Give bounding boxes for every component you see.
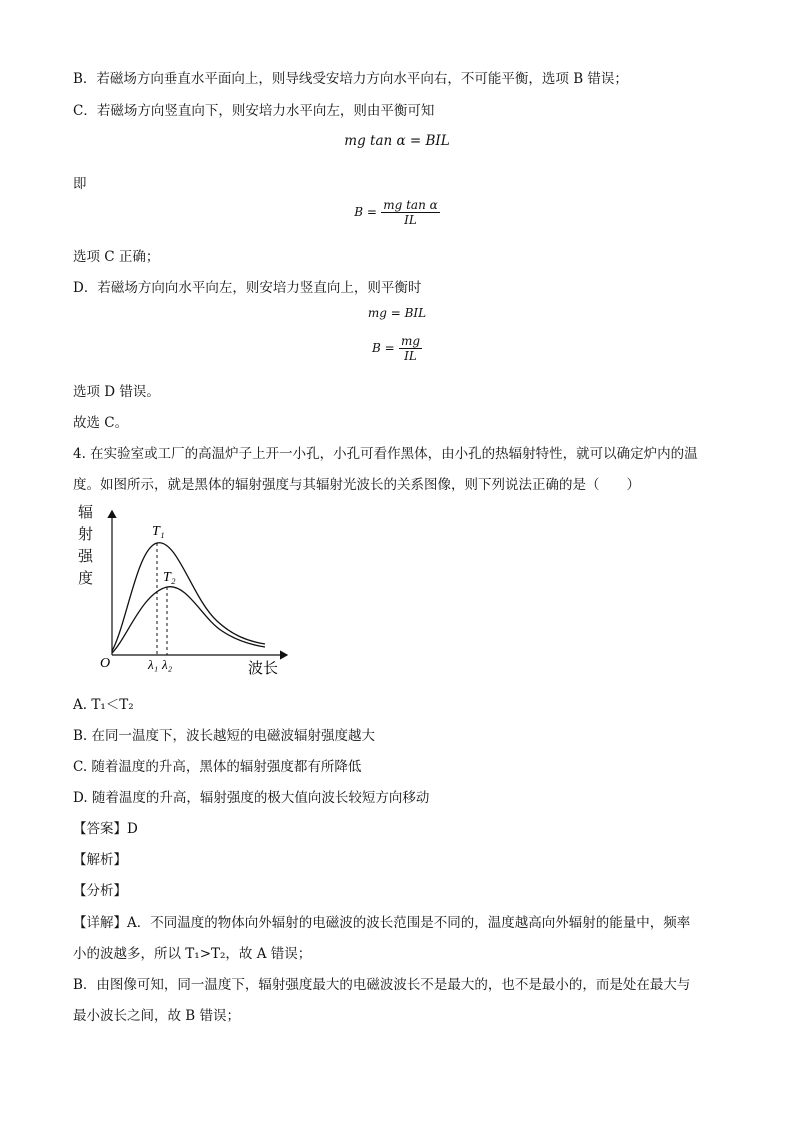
y-axis-label-1: 辐 xyxy=(78,503,94,521)
y-axis-label-3: 强 xyxy=(78,547,94,565)
question-4-line-1: 4. 在实验室或工厂的高温炉子上开一小孔，小孔可看作黑体，由小孔的热辐射特性，就可以确定炉内的温 xyxy=(73,446,698,462)
lambda2-label: λ₂ xyxy=(162,657,173,672)
text-line-d: D．若磁场方向向水平向左，则安培力竖直向上，则平衡时 xyxy=(73,280,422,296)
answer: 【答案】D xyxy=(73,821,138,837)
curve-t1-label: T₁ xyxy=(152,524,165,539)
graph-svg xyxy=(82,503,292,678)
option-b: B. 在同一温度下，波长越短的电磁波辐射强度越大 xyxy=(73,728,376,744)
eq2-lhs: B = xyxy=(354,205,377,219)
option-a: A. T₁＜T₂ xyxy=(73,697,134,713)
x-axis-label: 波长 xyxy=(248,659,279,677)
curve-t2-label: T₂ xyxy=(163,570,176,585)
eq4-denominator: IL xyxy=(404,349,417,363)
eq4-fraction xyxy=(399,334,422,363)
y-axis-label-4: 度 xyxy=(78,569,94,587)
text-line-c: C．若磁场方向竖直向下，则安培力水平向左，则由平衡可知 xyxy=(73,103,435,119)
text-ji: 即 xyxy=(73,176,87,192)
origin-label: O xyxy=(100,656,111,671)
blackbody-radiation-graph xyxy=(78,503,292,678)
equation-2 xyxy=(0,198,794,227)
eq4-lhs: B = xyxy=(371,341,395,355)
equation-1: mg tan α = BIL xyxy=(344,133,450,149)
eq2-numerator: mg tan α xyxy=(383,198,438,212)
lambda1-label: λ₁ xyxy=(148,657,159,672)
text-choose-c: 故选 C。 xyxy=(73,415,129,431)
question-4-line-2: 度。如图所示，就是黑体的辐射强度与其辐射光波长的关系图像，则下列说法正确的是（ ） xyxy=(73,477,640,493)
text-line-b: B．若磁场方向垂直水平面向上，则导线受安培力方向水平向右，不可能平衡，选项 B 错误； xyxy=(73,71,628,87)
detail-line-3: B．由图像可知，同一温度下，辐射强度最大的电磁波波长不是最大的，也不是最小的，而是处在最大与 xyxy=(73,977,691,993)
eq2-denominator: IL xyxy=(404,213,417,227)
eq2-fraction xyxy=(381,198,440,227)
equation-3: mg = BIL xyxy=(367,306,427,320)
text-option-d-wrong: 选项 D 错误。 xyxy=(73,384,160,400)
curve-t2 xyxy=(112,587,265,653)
text-option-c-correct: 选项 C 正确； xyxy=(73,249,160,265)
detail-line-1: 【详解】A．不同温度的物体向外辐射的电磁波的波长范围是不同的，温度越高向外辐射的能量中，频率 xyxy=(73,915,691,931)
option-d: D. 随着温度的升高，辐射强度的极大值向波长较短方向移动 xyxy=(73,790,430,806)
analysis-heading: 【解析】 xyxy=(73,852,127,868)
detail-line-2: 小的波越多，所以 T₁>T₂，故 A 错误； xyxy=(73,946,312,962)
y-axis-label-2: 射 xyxy=(78,525,94,543)
equation-4 xyxy=(0,334,794,363)
detail-line-4: 最小波长之间，故 B 错误； xyxy=(73,1008,241,1024)
option-c: C. 随着温度的升高，黑体的辐射强度都有所降低 xyxy=(73,759,362,775)
fenxi-heading: 【分析】 xyxy=(73,883,127,899)
eq4-numerator: mg xyxy=(400,334,421,348)
